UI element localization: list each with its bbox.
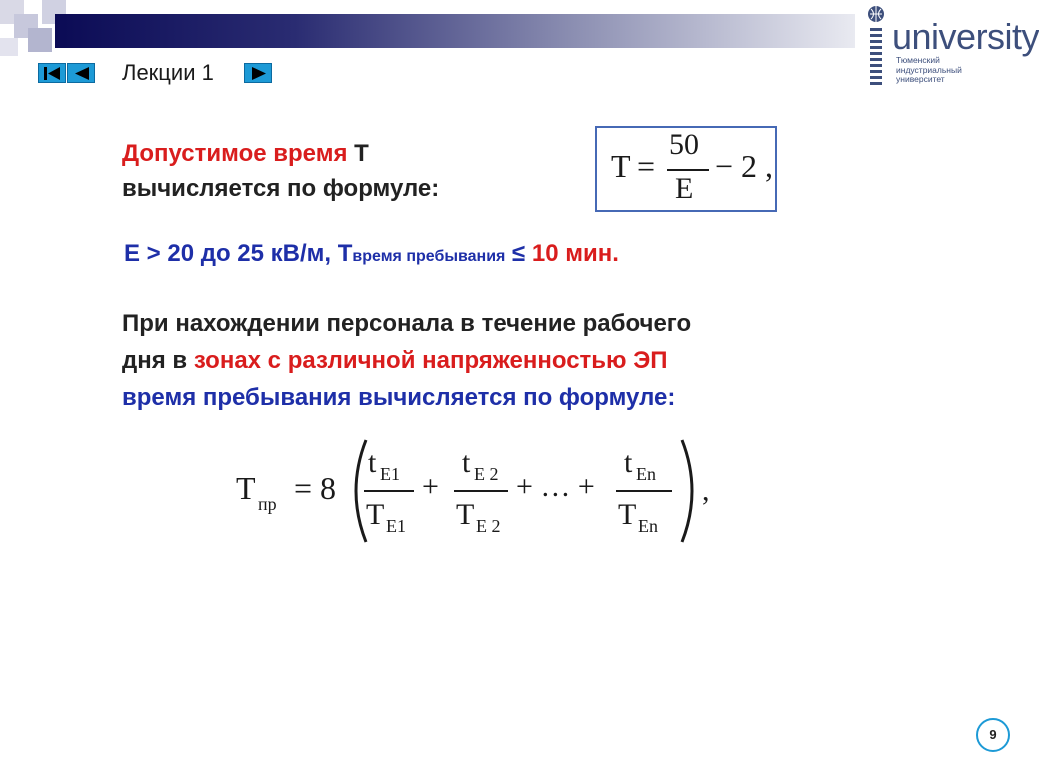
heading-t-symbol: T <box>347 140 369 167</box>
formula2-lhs: T <box>236 470 256 506</box>
skip-to-first-icon <box>39 64 67 84</box>
formula1-denominator: E <box>675 172 694 205</box>
paragraph-line-1: При нахождении персонала в течение рабочего <box>122 310 692 337</box>
fraction-bar <box>616 490 672 492</box>
formula2-lhs-sub: пр <box>258 494 277 514</box>
header-bar <box>55 14 855 48</box>
lecture-label: Лекции 1 <box>122 60 214 85</box>
term1-den-sub: E1 <box>386 516 406 536</box>
page-number-badge: 9 <box>976 718 1010 752</box>
formula1-numerator: 50 <box>669 128 699 161</box>
term2-den: T <box>456 498 475 531</box>
fraction-bar <box>364 490 414 492</box>
formula2-eq-coef: = 8 <box>294 470 337 506</box>
term1-num: t <box>368 446 377 479</box>
term1-num-sub: E1 <box>380 464 400 484</box>
next-triangle-icon <box>245 64 273 84</box>
formula1-rest: − 2 , <box>715 148 774 184</box>
plus-sign: + <box>422 470 439 503</box>
formula-box <box>595 126 777 212</box>
paragraph-line-3: время пребывания вычисляется по формуле: <box>122 384 676 411</box>
next-slide-button[interactable] <box>244 63 272 83</box>
dots-sign: + … + <box>516 470 595 503</box>
term3-num-sub: En <box>636 464 656 484</box>
term1-den: T <box>366 498 385 531</box>
logo-subtitle-line: индустриальный <box>896 64 962 75</box>
condition-part2: ≤ <box>505 240 532 267</box>
previous-triangle-icon <box>68 64 96 84</box>
first-slide-button[interactable] <box>38 63 66 83</box>
logo-subtitle-line: университет <box>896 74 945 84</box>
term3-num: t <box>624 446 633 479</box>
term2-num: t <box>462 446 471 479</box>
term3-den: T <box>618 498 637 531</box>
term2-num-sub: E 2 <box>474 464 499 484</box>
heading-line-1 <box>122 140 369 168</box>
formula1-lhs: T <box>611 148 631 184</box>
condition-part1: E > 20 до 25 кВ/м, T <box>124 240 353 267</box>
term3-den-sub: En <box>638 516 658 536</box>
logo-wordmark: university <box>892 16 1039 57</box>
formula-2 <box>232 436 712 546</box>
logo-subtitle-line: Тюменский <box>896 55 940 65</box>
paragraph-line-2 <box>122 347 668 375</box>
heading-red-text: Допустимое время <box>122 140 348 167</box>
fraction-bar <box>454 490 508 492</box>
paragraph-line-2-red: зонах с различной напряженностью ЭП <box>193 347 668 374</box>
heading-line-2: вычисляется по формуле: <box>122 175 440 202</box>
condition-part3: 10 мин. <box>531 240 619 267</box>
condition-line <box>124 240 619 268</box>
term2-den-sub: E 2 <box>476 516 501 536</box>
logo-subtitle <box>896 56 996 85</box>
decor-square <box>0 38 18 56</box>
university-logo <box>860 2 1039 94</box>
condition-subscript: время пребывания <box>352 248 506 265</box>
decor-square <box>28 28 52 52</box>
fraction-bar <box>667 169 709 171</box>
globe-icon <box>862 2 892 94</box>
formula1-eq: = <box>637 148 656 184</box>
formula2-comma: , <box>702 474 710 507</box>
paragraph-line-2-start: дня в <box>122 347 194 374</box>
previous-slide-button[interactable] <box>67 63 95 83</box>
